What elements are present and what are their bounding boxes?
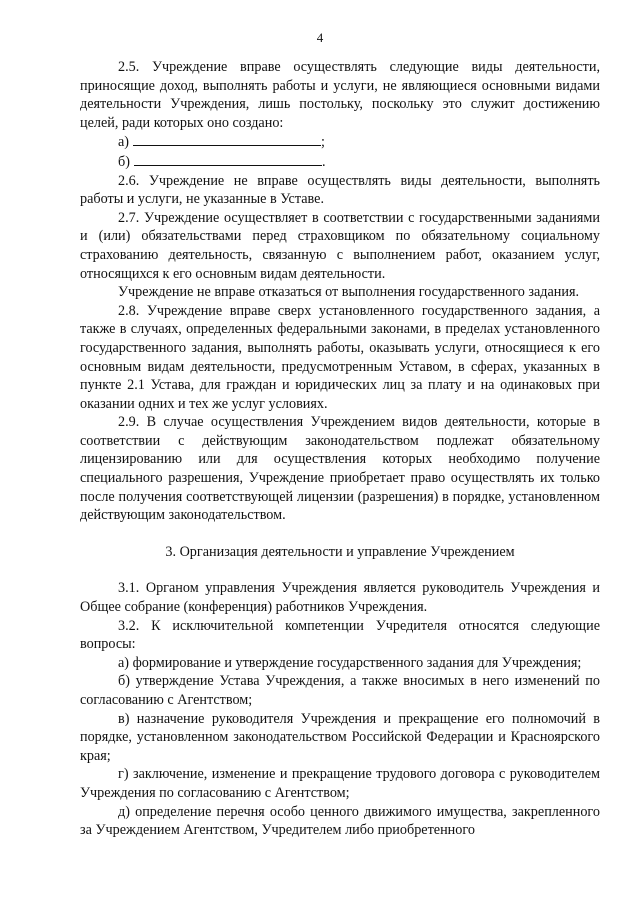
paragraph-2-7-b: Учреждение не вправе отказаться от выполнения государственного задания.: [118, 284, 580, 301]
paragraph-2-6: 2.6. Учреждение не вправе осуществлять виды деятельности, выполнять работы и услуги, не указанные в Уставе.: [80, 172, 600, 208]
paragraph-3-2-b: б) утверждение Устава Учреждения, а также вносимых в него изменений по согласованию с Агентством;: [80, 673, 600, 708]
paragraph-2-5: 2.5. Учреждение вправе осуществлять следующие виды деятельности, приносящие доход, выполнять работы и услуги, не являющиеся основными видами деятельности Учреждения, лишь постольку, поскольку это служит достижению целей, ради которых оно создано:: [80, 59, 600, 131]
page-number: 4: [316, 30, 324, 45]
blank-item-b: [80, 152, 600, 172]
blank-b-label: б): [118, 153, 130, 170]
paragraph-3-2-d: д) определение перечня особо ценного движимого имущества, закрепленного за Учреждением Агентством, Учредителем либо приобретенного: [80, 803, 600, 839]
paragraph-3-2-g: г) заключение, изменение и прекращение трудового договора с руководителем Учреждения по согласованию с Агентством;: [80, 766, 600, 801]
paragraph-3-2: 3.2. К исключительной компетенции Учредителя относятся следующие вопросы:: [80, 617, 600, 653]
paragraph-2-8: 2.8. Учреждение вправе сверх установленного государственного задания, а также в случаях, определенных федеральными законами, в пределах установленного государственного задания, выполнять работы, оказывать услуги, относящиеся к его основным видам деятельности, предусмотренным Уставом, в сферах, указанных в пункте 2.1 Устава, для граждан и юридических лиц за плату и на одинаковых при оказании одних и тех же услуг условиях.: [80, 302, 600, 412]
document-body: [80, 58, 600, 840]
paragraph-3-1: 3.1. Органом управления Учреждения является руководитель Учреждения и Общее собрание (конференция) работников Учреждения.: [80, 580, 600, 616]
section-3-title: 3. Организация деятельности и управление Учреждением: [165, 543, 515, 560]
paragraph-2-9: 2.9. В случае осуществления Учреждением видов деятельности, которые в соответствии с действующим законодательством подлежат обязательному лицензированию или для осуществления которых необходимо получение специального разрешения, Учреждение приобретает право осуществлять их только после получения соответствующей лицензии (разрешения) в порядке, установленном действующим законодательством.: [80, 414, 600, 524]
blank-a-end: ;: [321, 134, 325, 151]
blank-b-underline: [134, 152, 322, 166]
blank-a-underline: [133, 132, 321, 146]
paragraph-3-2-a: а) формирование и утверждение государственного задания для Учреждения;: [118, 654, 582, 671]
blank-b-end: .: [321, 153, 326, 170]
blank-item-a: [80, 132, 600, 152]
paragraph-3-2-v: в) назначение руководителя Учреждения и прекращение его полномочий в порядке, установленном законодательством Российской Федерации и Красноярского края;: [80, 710, 600, 764]
blank-a-label: а): [118, 134, 130, 151]
paragraph-2-7: 2.7. Учреждение осуществляет в соответствии с государственными заданиями и (или) обязательствами перед страховщиком по обязательному социальному страхованию деятельность, связанную с выполнением работ, оказанием услуг, относящихся к его основным видам деятельности.: [80, 209, 600, 282]
